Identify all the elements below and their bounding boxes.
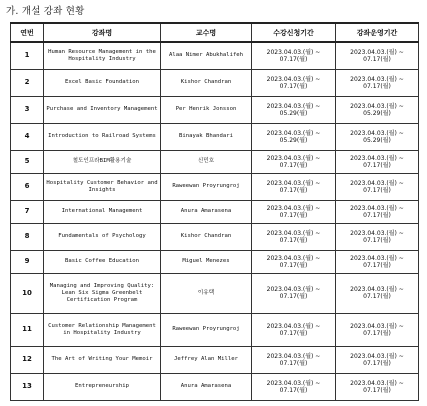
- enroll-period: 2023.04.03.(월) ~ 05.29(월): [252, 96, 336, 123]
- operation-period: 2023.04.03.(월) ~ 07.17(월): [336, 42, 419, 69]
- professor-name: Raweewan Proyrungroj: [161, 313, 252, 346]
- header-row: [11, 23, 419, 42]
- enroll-period: 2023.04.03.(월) ~ 07.17(월): [252, 223, 336, 250]
- table-row: [11, 250, 419, 273]
- table-row: [11, 200, 419, 223]
- table-row: [11, 150, 419, 173]
- course-name: Fundamentals of Psychology: [44, 223, 161, 250]
- row-number: 9: [11, 250, 44, 273]
- table-header: [11, 23, 419, 42]
- professor-name: Binayak Bhandari: [161, 123, 252, 150]
- row-number: 13: [11, 373, 44, 400]
- course-name: Entrepreneurship: [44, 373, 161, 400]
- operation-period: 2023.04.03.(월) ~ 07.17(월): [336, 250, 419, 273]
- professor-name: Alaa Nimer Abukhalifeh: [161, 42, 252, 69]
- professor-name: Miguel Menezes: [161, 250, 252, 273]
- table-row: [11, 373, 419, 400]
- course-name: Introduction to Railroad Systems: [44, 123, 161, 150]
- professor-name: Jeffrey Alan Miller: [161, 346, 252, 373]
- row-number: 10: [11, 273, 44, 313]
- operation-period: 2023.04.03.(월) ~ 05.29(월): [336, 96, 419, 123]
- course-name: Managing and Improving Quality: Lean Six Sigma Greenbelt Certification Program: [44, 273, 161, 313]
- professor-name: Raweewan Proyrungroj: [161, 173, 252, 200]
- professor-name: Kishor Chandran: [161, 69, 252, 96]
- row-number: 6: [11, 173, 44, 200]
- operation-period: 2023.04.03.(월) ~ 07.17(월): [336, 69, 419, 96]
- operation-period: 2023.04.03.(월) ~ 05.29(월): [336, 123, 419, 150]
- course-name: Excel Basic Foundation: [44, 69, 161, 96]
- enroll-period: 2023.04.03.(월) ~ 07.17(월): [252, 173, 336, 200]
- professor-name: Kishor Chandran: [161, 223, 252, 250]
- table-row: [11, 346, 419, 373]
- operation-period: 2023.04.03.(월) ~ 07.17(월): [336, 273, 419, 313]
- enroll-period: 2023.04.03.(월) ~ 07.17(월): [252, 42, 336, 69]
- course-name: Customer Relationship Management in Hospitality Industry: [44, 313, 161, 346]
- row-number: 5: [11, 150, 44, 173]
- operation-period: 2023.04.03.(월) ~ 07.17(월): [336, 173, 419, 200]
- table-row: [11, 123, 419, 150]
- operation-period: 2023.04.03.(월) ~ 07.17(월): [336, 150, 419, 173]
- enroll-period: 2023.04.03.(월) ~ 07.17(월): [252, 313, 336, 346]
- header-no: 연번: [11, 23, 44, 42]
- operation-period: 2023.04.03.(월) ~ 07.17(월): [336, 373, 419, 400]
- row-number: 4: [11, 123, 44, 150]
- enroll-period: 2023.04.03.(월) ~ 05.29(월): [252, 123, 336, 150]
- table-row: [11, 313, 419, 346]
- enroll-period: 2023.04.03.(월) ~ 07.17(월): [252, 150, 336, 173]
- professor-name: 이유택: [161, 273, 252, 313]
- table-row: [11, 42, 419, 69]
- operation-period: 2023.04.03.(월) ~ 07.17(월): [336, 346, 419, 373]
- section-title: 가. 개설 강좌 현황: [6, 6, 85, 17]
- header-professor: 교수명: [161, 23, 252, 42]
- enroll-period: 2023.04.03.(월) ~ 07.17(월): [252, 200, 336, 223]
- course-name: Hospitality Customer Behavior and Insights: [44, 173, 161, 200]
- header-enroll-period: 수강신청기간: [252, 23, 336, 42]
- enroll-period: 2023.04.03.(월) ~ 07.17(월): [252, 373, 336, 400]
- row-number: 12: [11, 346, 44, 373]
- enroll-period: 2023.04.03.(월) ~ 07.17(월): [252, 250, 336, 273]
- table-body: [11, 42, 419, 400]
- operation-period: 2023.04.03.(월) ~ 07.17(월): [336, 313, 419, 346]
- row-number: 3: [11, 96, 44, 123]
- operation-period: 2023.04.03.(월) ~ 07.17(월): [336, 223, 419, 250]
- header-course: 강좌명: [44, 23, 161, 42]
- table-row: [11, 273, 419, 313]
- enroll-period: 2023.04.03.(월) ~ 07.17(월): [252, 273, 336, 313]
- row-number: 11: [11, 313, 44, 346]
- professor-name: 신민호: [161, 150, 252, 173]
- professor-name: Anura Amarasena: [161, 373, 252, 400]
- course-name: Purchase and Inventory Management: [44, 96, 161, 123]
- course-name: The Art of Writing Your Memoir: [44, 346, 161, 373]
- header-operation-period: 강좌운영기간: [336, 23, 419, 42]
- course-name: 철도인프라BIM활용기술: [44, 150, 161, 173]
- enroll-period: 2023.04.03.(월) ~ 07.17(월): [252, 346, 336, 373]
- course-name: Basic Coffee Education: [44, 250, 161, 273]
- row-number: 1: [11, 42, 44, 69]
- table-row: [11, 96, 419, 123]
- row-number: 2: [11, 69, 44, 96]
- operation-period: 2023.04.03.(월) ~ 07.17(월): [336, 200, 419, 223]
- enroll-period: 2023.04.03.(월) ~ 07.17(월): [252, 69, 336, 96]
- professor-name: Anura Amarasena: [161, 200, 252, 223]
- course-name: Human Resource Management in the Hospitality Industry: [44, 42, 161, 69]
- course-table: [10, 22, 419, 401]
- professor-name: Per Henrik Jonsson: [161, 96, 252, 123]
- table-row: [11, 69, 419, 96]
- row-number: 8: [11, 223, 44, 250]
- table-row: [11, 223, 419, 250]
- table-row: [11, 173, 419, 200]
- course-name: International Management: [44, 200, 161, 223]
- row-number: 7: [11, 200, 44, 223]
